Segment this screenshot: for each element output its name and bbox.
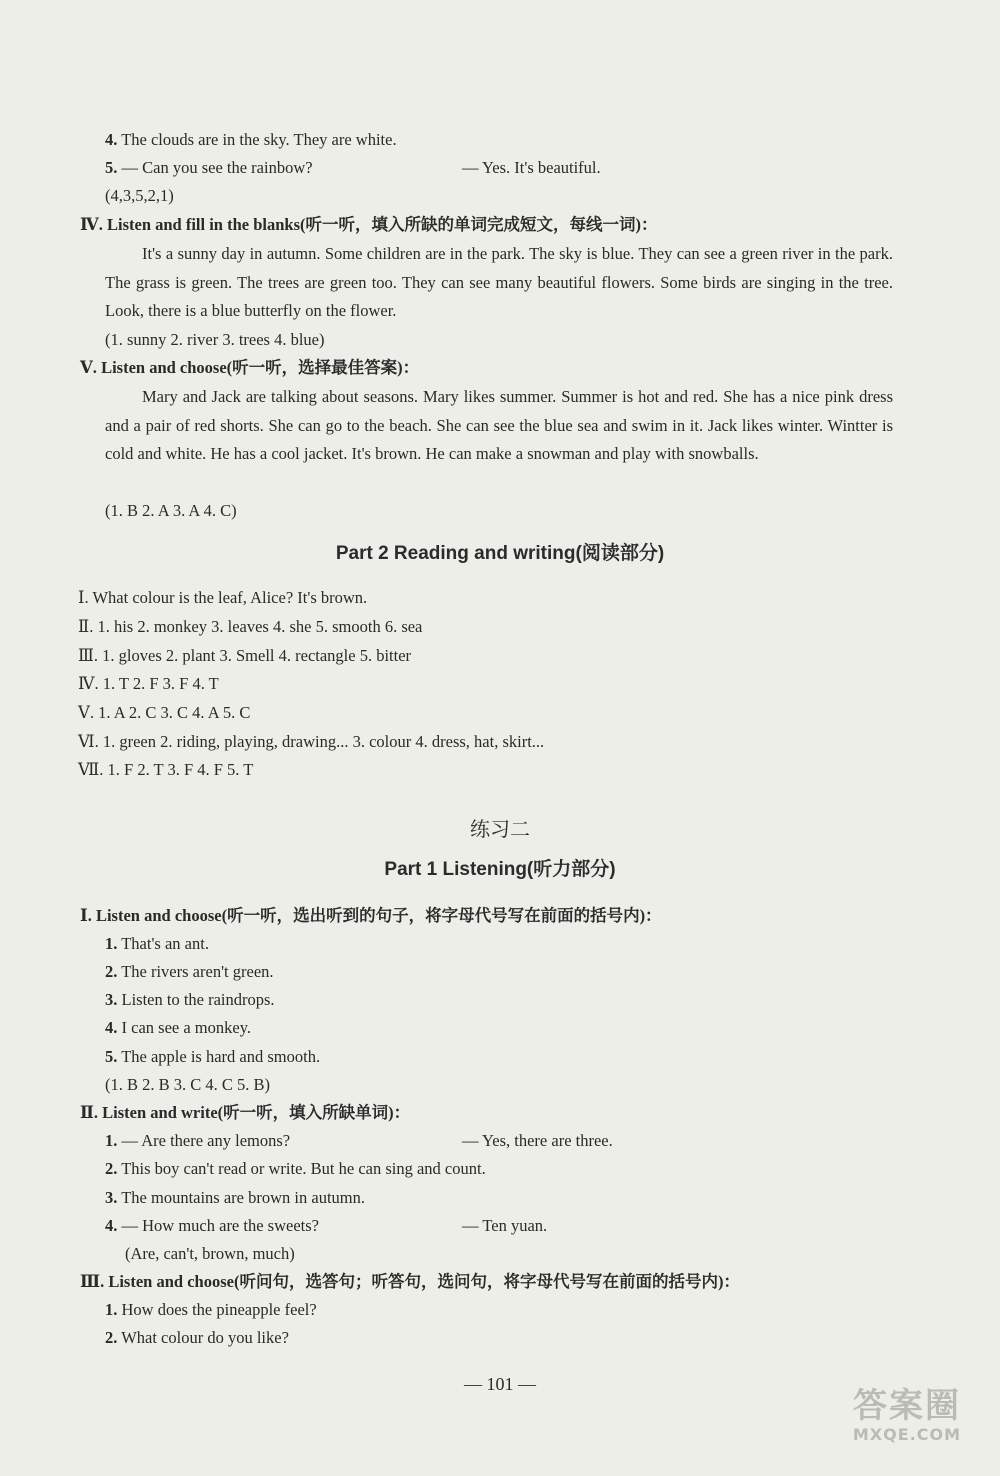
ex2-s2-item-2: 2. This boy can't read or write. But he can sing and count. [105, 1159, 486, 1178]
item-4: 4. The clouds are in the sky. They are white. [105, 130, 397, 149]
ex2-s2-answers: (Are, can't, brown, much) [125, 1244, 295, 1263]
ex2-section-3-title: Ⅲ. Listen and choose(听问句，选答句；听答句，选问句，将字母代号写在前面的括号内)： [80, 1272, 740, 1291]
ex2-s1-item-5: 5. The apple is hard and smooth. [105, 1047, 321, 1066]
section-5-passage: Mary and Jack are talking about seasons. Mary likes summer. Summer is hot and red. She has a nice pink dress and a pair of red shorts. She can go to the beach. She can see the blue sea and swim in it. Jack likes winter. Wintter is cold and white. He has a cool jacket. It's brown. He can make a snowman and play with snowballs. [105, 387, 893, 464]
ex2-s2-item-3: 3. The mountains are brown in autumn. [105, 1188, 365, 1207]
watermark-cn: 答案圈 [853, 1386, 961, 1426]
item-5-answer: — Yes. It's beautiful. [462, 158, 601, 177]
part2-row-1: Ⅰ. What colour is the leaf, Alice? It's brown. [78, 588, 368, 607]
part2-row-6: Ⅵ. 1. green 2. riding, playing, drawing... 3. colour 4. dress, hat, skirt... [78, 732, 545, 751]
section-5-answers: (1. B 2. A 3. A 4. C) [105, 501, 237, 520]
ex2-s2-item-4-answer: — Ten yuan. [462, 1216, 548, 1235]
ex2-s1-item-1: 1. That's an ant. [105, 934, 209, 953]
ex2-s1-item-3: 3. Listen to the raindrops. [105, 990, 275, 1009]
ex2-section-1-title: Ⅰ. Listen and choose(听一听，选出听到的句子，将字母代号写在前面的括号内)： [80, 906, 662, 925]
part2-row-5: Ⅴ. 1. A 2. C 3. C 4. A 5. C [78, 703, 251, 722]
watermark-logo [832, 1386, 982, 1446]
section-4-title: Ⅳ. Listen and fill in the blanks(听一听，填入所缺的单词完成短文，每线一词)： [80, 215, 658, 234]
part2-row-2: Ⅱ. 1. his 2. monkey 3. leaves 4. she 5. smooth 6. sea [78, 617, 423, 636]
part1-heading: Part 1 Listening(听力部分) [384, 859, 616, 880]
ex2-s2-item-1-answer: — Yes, there are three. [462, 1131, 613, 1150]
section-4-answers: (1. sunny 2. river 3. trees 4. blue) [105, 330, 325, 349]
ex2-s2-item-1: 1. — Are there any lemons? [105, 1131, 291, 1150]
ex2-s2-item-4: 4. — How much are the sweets? [105, 1216, 319, 1235]
ex2-s1-item-2: 2. The rivers aren't green. [105, 962, 274, 981]
ex2-s1-answers: (1. B 2. B 3. C 4. C 5. B) [105, 1075, 271, 1094]
part2-row-7: Ⅶ. 1. F 2. T 3. F 4. F 5. T [78, 760, 254, 779]
ex2-s3-item-2: 2. What colour do you like? [105, 1328, 289, 1347]
page-number: — 101 — [464, 1374, 536, 1394]
item-5: 5. — Can you see the rainbow? [105, 158, 313, 177]
part2-heading: Part 2 Reading and writing(阅读部分) [335, 543, 665, 564]
ex2-s3-item-1: 1. How does the pineapple feel? [105, 1300, 317, 1319]
part2-row-3: Ⅲ. 1. gloves 2. plant 3. Smell 4. rectangle 5. bitter [78, 646, 412, 665]
watermark-en: MXQE.COM [852, 1425, 962, 1444]
ex2-section-2-title: Ⅱ. Listen and write(听一听，填入所缺单词)： [80, 1103, 411, 1122]
section-4-passage: It's a sunny day in autumn. Some children are in the park. The sky is blue. They can see a green river in the park. The grass is green. The trees are green too. They can see many beautiful flowers. Some birds are singing in the tree. Look, there is a blue butterfly on the flower. [105, 244, 893, 321]
ex2-s1-item-4: 4. I can see a monkey. [105, 1018, 251, 1037]
part2-row-4: Ⅳ. 1. T 2. F 3. F 4. T [78, 674, 219, 693]
order-answer: (4,3,5,2,1) [105, 186, 174, 205]
exercise-2-title: 练习二 [470, 817, 530, 841]
section-5-title: Ⅴ. Listen and choose(听一听，选择最佳答案)： [80, 358, 420, 377]
